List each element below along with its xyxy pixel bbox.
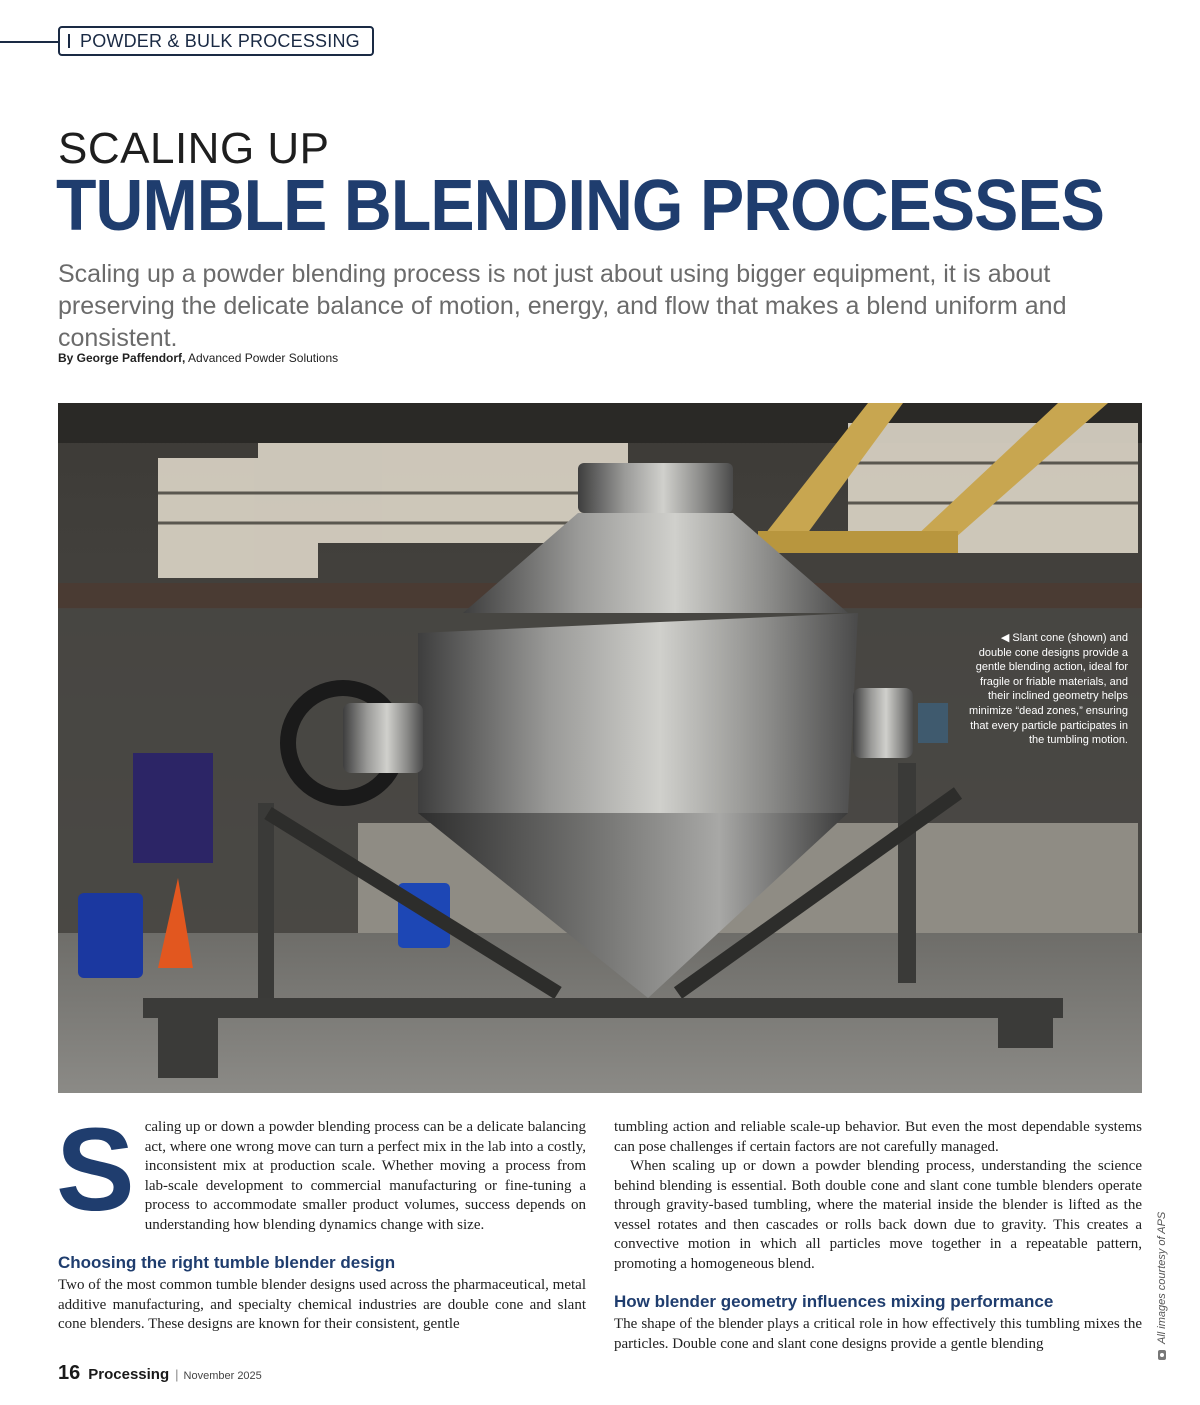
body-column-left — [56, 1104, 586, 1335]
byline — [58, 351, 338, 365]
blender-photo — [58, 403, 1142, 1093]
article-deck: Scaling up a powder blending process is not just about using bigger equipment, it is about preserving the delicate balance of motion, energy, and flow that makes a blend uniform and consistent. — [58, 260, 1067, 352]
caption-text: Slant cone (shown) and double cone designs provide a gentle blending action, ideal for fragile or friable materials, and their inclined geometry helps minimize “dead zones,” ensuring that every particle participates in the tumbling motion. — [969, 632, 1128, 747]
page-footer — [58, 1362, 262, 1385]
subhead-blender-design: Choosing the right tumble blender design — [58, 1253, 396, 1272]
drop-cap: S — [56, 1104, 135, 1236]
article-title: TUMBLE BLENDING PROCESSES — [56, 166, 1104, 246]
paragraph-continued: tumbling action and reliable scale-up behavior. But even the most dependable systems can pose challenges if certain factors are not carefully managed. — [614, 1119, 1142, 1155]
article-kicker: SCALING UP — [58, 124, 330, 173]
paragraph-science: When scaling up or down a powder blending process, understanding the science behind blending is essential. Both double cone and slant cone tumble blenders operate through gravity-based tumbling, where the material inside the blender is lifted as the vessel rotates and then cascades or rolls back down due to gravity. This creates a convective motion in which all particles move together in a repeatable pattern, promoting a homogeneous blend. — [614, 1158, 1142, 1272]
footer-separator: | — [175, 1367, 179, 1382]
section-rule — [0, 41, 60, 43]
paragraph-blender-design: Two of the most common tumble blender designs used across the pharmaceutical, metal additive manufacturing, and specialty chemical industries are double cone and slant cone blenders. These designs are known for their consistent, gentle — [58, 1277, 586, 1332]
camera-icon — [1158, 1350, 1166, 1360]
section-label: POWDER & BULK PROCESSING — [80, 30, 360, 51]
caption-arrow-icon: ◀ — [1000, 632, 1010, 644]
body-column-right — [614, 1118, 1142, 1354]
issue-date: November 2025 — [183, 1370, 262, 1382]
photo-caption — [968, 631, 1128, 748]
intro-text: caling up or down a powder blending process can be a delicate balancing act, where one wrong move can turn a perfect mix in the lab into a costly, inconsistent mix at production scale. Whether moving a process from lab-scale development to commercial manufacturing or fine-tuning a process to accommodate smaller product volumes, success depends on understanding how blending dynamics change with size. — [144, 1119, 586, 1233]
byline-author: By George Paffendorf, — [58, 351, 186, 365]
byline-org: Advanced Powder Solutions — [188, 351, 339, 365]
paragraph-geometry: The shape of the blender plays a critical role in how effectively this tumbling mixes the particles. Double cone and slant cone designs provide a gentle blending — [614, 1316, 1142, 1352]
photo-credit-text: All images courtesy of APS — [1156, 1211, 1168, 1344]
section-tag[interactable] — [58, 26, 374, 56]
page-number: 16 — [58, 1362, 81, 1384]
section-tick — [68, 34, 70, 48]
blender-illustration — [58, 403, 1142, 1093]
subhead-geometry: How blender geometry influences mixing performance — [614, 1292, 1054, 1311]
intro-paragraph — [56, 1104, 586, 1236]
photo-credit — [1156, 1212, 1168, 1360]
publication-name: Processing — [88, 1366, 170, 1383]
